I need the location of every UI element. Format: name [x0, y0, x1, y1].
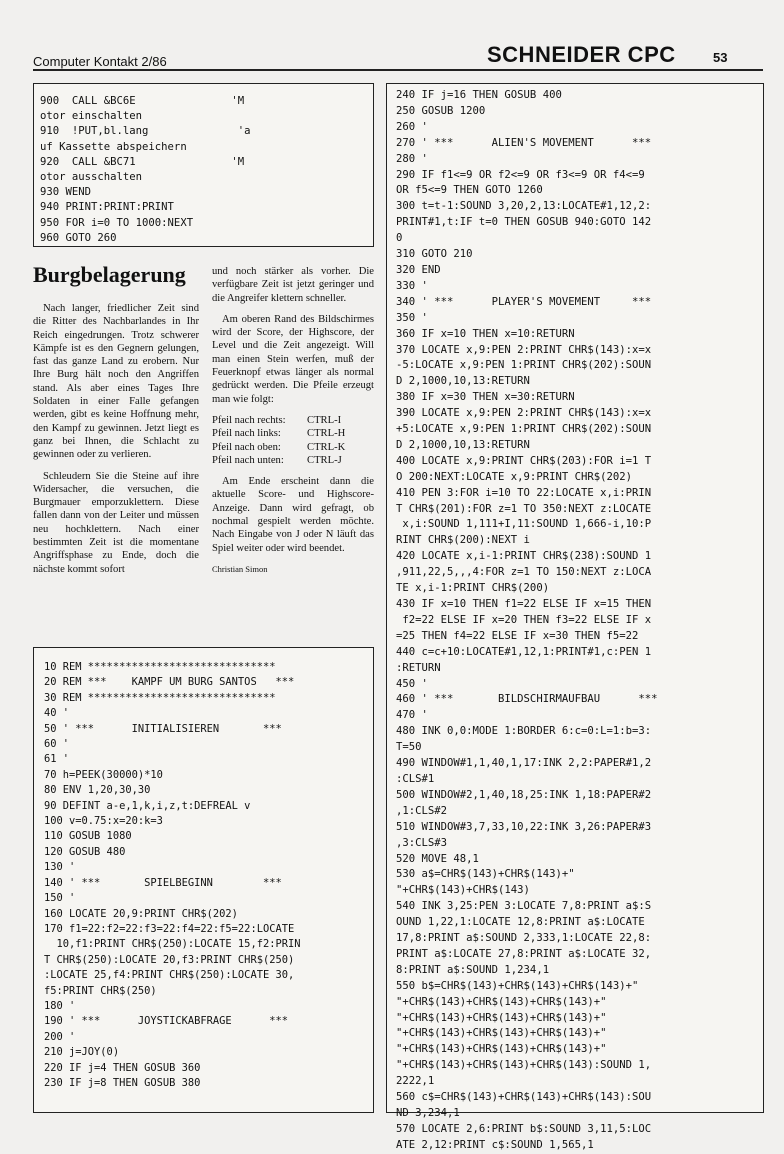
- code-line: 260 ': [396, 120, 428, 133]
- code-line: otor einschalten: [40, 110, 143, 123]
- code-line: 20 REM *** KAMPF UM BURG SANTOS ***: [44, 676, 295, 689]
- paragraph: Am Ende erscheint dann die aktuelle Score- und Highscore-Anzeige. Dann wird gefragt, ob nochmal gespielt werden möchte. Nach Eingabe von J oder N läuft das Spiel weiter oder wird beendet.: [212, 476, 374, 554]
- code-line: 50 ' *** INITIALISIEREN ***: [44, 722, 282, 735]
- key-combo: CTRL-H: [307, 428, 346, 440]
- code-line: 0: [396, 232, 403, 245]
- code-line: "+CHR$(143)+CHR$(143): [396, 884, 530, 897]
- code-line: T CHR$(201):FOR z=1 TO 350:NEXT z:LOCATE: [396, 502, 652, 515]
- code-line: 510 WINDOW#3,7,33,10,22:INK 3,26:PAPER#3: [396, 820, 652, 833]
- key-label: Pfeil nach unten:: [212, 454, 284, 466]
- code-line: 390 LOCATE x,9:PEN 2:PRINT CHR$(143):x=x: [396, 407, 652, 420]
- code-line: PRINT a$:LOCATE 27,8:PRINT a$:LOCATE 32,: [396, 947, 652, 960]
- code-line: 290 IF f1<=9 OR f2<=9 OR f3<=9 OR f4<=9: [396, 168, 645, 181]
- code-line: 140 ' *** SPIELBEGINN ***: [44, 876, 282, 889]
- code-line: TE x,i-1:PRINT CHR$(200): [396, 582, 550, 595]
- code-listing: [40, 94, 367, 246]
- code-listing: [44, 660, 363, 1091]
- code-line: otor ausschalten: [40, 171, 143, 184]
- code-line: 910 !PUT,bl.lang 'a: [40, 125, 251, 138]
- key-combo: CTRL-J: [307, 454, 342, 466]
- code-line: 220 IF j=4 THEN GOSUB 360: [44, 1061, 201, 1074]
- code-line: :LOCATE 25,f4:PRINT CHR$(250):LOCATE 30,: [44, 969, 295, 982]
- code-line: 150 ': [44, 892, 76, 905]
- code-line: 480 INK 0,0:MODE 1:BORDER 6:c=0:L=1:b=3:: [396, 725, 652, 738]
- article-column-1: [33, 302, 199, 584]
- code-line: 170 f1=22:f2=22:f3=22:f4=22:f5=22:LOCATE: [44, 922, 295, 935]
- key-row: [212, 414, 374, 427]
- code-line: :RETURN: [396, 661, 441, 674]
- code-line: T=50: [396, 741, 422, 754]
- code-line: ATE 2,12:PRINT c$:SOUND 1,565,1: [396, 1138, 594, 1151]
- code-line: T CHR$(250):LOCATE 20,f3:PRINT CHR$(250): [44, 953, 295, 966]
- code-line: 470 ': [396, 709, 428, 722]
- code-line: 340 ' *** PLAYER'S MOVEMENT ***: [396, 295, 652, 308]
- code-line: 100 v=0.75:x=20:k=3: [44, 815, 163, 828]
- code-line: 960 GOTO 260: [40, 231, 117, 244]
- code-line: 380 IF x=30 THEN x=30:RETURN: [396, 391, 575, 404]
- code-line: 160 LOCATE 20,9:PRINT CHR$(202): [44, 907, 238, 920]
- code-line: 30 REM ******************************: [44, 691, 276, 704]
- code-line: 410 PEN 3:FOR i=10 TO 22:LOCATE x,i:PRIN: [396, 486, 652, 499]
- code-line: 530 a$=CHR$(143)+CHR$(143)+": [396, 868, 575, 881]
- code-line: 570 LOCATE 2,6:PRINT b$:SOUND 3,11,5:LOC: [396, 1122, 652, 1135]
- code-line: 460 ' *** BILDSCHIRMAUFBAU ***: [396, 693, 658, 706]
- paragraph: Am oberen Rand des Bildschirmes wird der Score, der Highscore, der Level und die Zeit angezeigt. Will man einen Stein werfen, muß der Feuerknopf etwas länger als normal gedrückt werden. Die Pfeile erzeugt man wie folgt:: [212, 313, 374, 405]
- code-line: 10,f1:PRINT CHR$(250):LOCATE 15,f2:PRIN: [44, 938, 301, 951]
- code-line: 450 ': [396, 677, 428, 690]
- code-line: 500 WINDOW#2,1,40,18,25:INK 1,18:PAPER#2: [396, 788, 652, 801]
- article-title: Burgbelagerung: [33, 262, 186, 287]
- code-line: 560 c$=CHR$(143)+CHR$(143)+CHR$(143):SOU: [396, 1091, 652, 1104]
- paragraph: Nach langer, friedlicher Zeit sind die Ritter des Nachbarlandes in Ihr Reich eingedrungen. Trotz schwerer Kämpfe ist es den Gegnern gelungen, fast das ganze Land zu erobern. Nur Ihre Burg hält noch den Angriffen stand. Als aber eines Tages Ihre Soldaten in einer Falle gefangen werden, gibt es keine Hoffnung mehr, den Kampf zu gewinnen. Jetzt liegt es ganz bei Ihnen, die Schlacht zu gewinnen oder zu verlieren.: [33, 303, 199, 461]
- code-line: =25 THEN f4=22 ELSE IF x=30 THEN f5=22: [396, 629, 639, 642]
- code-line: uf Kassette abspeichern: [40, 140, 187, 153]
- code-line: 40 ': [44, 707, 70, 720]
- key-label: Pfeil nach oben:: [212, 441, 281, 453]
- code-line: "+CHR$(143)+CHR$(143)+CHR$(143)+": [396, 1043, 607, 1056]
- code-line: O 200:NEXT:LOCATE x,9:PRINT CHR$(202): [396, 470, 632, 483]
- code-line: 900 CALL &BC6E 'M: [40, 95, 245, 107]
- magazine-name: Computer Kontakt 2/86: [33, 54, 167, 69]
- key-combo: CTRL-I: [307, 414, 342, 426]
- code-line: 10 REM ******************************: [44, 661, 276, 673]
- code-line: 930 WEND: [40, 186, 92, 199]
- code-line: D 2,1000,10,13:RETURN: [396, 375, 530, 388]
- code-line: f2=22 ELSE IF x=20 THEN f3=22 ELSE IF x: [396, 613, 652, 626]
- code-line: 2222,1: [396, 1075, 435, 1088]
- code-line: ,911,22,5,,,4:FOR z=1 TO 150:NEXT z:LOCA: [396, 566, 652, 579]
- code-line: 490 WINDOW#1,1,40,1,17:INK 2,2:PAPER#1,2: [396, 757, 652, 770]
- code-line: 270 ' *** ALIEN'S MOVEMENT ***: [396, 136, 652, 149]
- code-line: :CLS#1: [396, 772, 435, 785]
- code-line: 240 IF j=16 THEN GOSUB 400: [396, 89, 562, 101]
- key-row: [212, 454, 374, 467]
- code-line: 80 ENV 1,20,30,30: [44, 784, 151, 797]
- code-line: "+CHR$(143)+CHR$(143)+CHR$(143)+": [396, 1027, 607, 1040]
- code-line: 8:PRINT a$:SOUND 1,234,1: [396, 963, 550, 976]
- code-line: 61 ': [44, 753, 70, 766]
- code-line: PRINT#1,t:IF t=0 THEN GOSUB 940:GOTO 142: [396, 216, 652, 229]
- code-line: 350 ': [396, 311, 428, 324]
- key-row: [212, 441, 374, 454]
- code-line: 330 ': [396, 279, 428, 292]
- code-line: 70 h=PEEK(30000)*10: [44, 768, 163, 781]
- code-line: 210 j=JOY(0): [44, 1046, 120, 1059]
- key-table: [212, 414, 374, 467]
- paragraph: Schleudern Sie die Steine auf ihre Widersacher, die versuchen, die Burgmauer emporzuklettern. Diese fallen dann von der Leiter und müssen neu hochklettern. Nach einer bestimmten Zeit ist die momentane Angriffsphase zu Ende, doch die nächste kommt sofort: [33, 470, 199, 575]
- code-line: 200 ': [44, 1030, 76, 1043]
- code-line: 130 ': [44, 861, 76, 874]
- code-line: x,i:SOUND 1,111+I,11:SOUND 1,666-i,10:P: [396, 518, 652, 531]
- code-line: 110 GOSUB 1080: [44, 830, 132, 843]
- code-line: "+CHR$(143)+CHR$(143)+CHR$(143)+": [396, 995, 607, 1008]
- code-line: ND 3,234,1: [396, 1107, 460, 1119]
- code-line: -5:LOCATE x,9:PEN 1:PRINT CHR$(202):SOUN: [396, 359, 652, 372]
- key-row: [212, 427, 374, 440]
- code-line: 420 LOCATE x,i-1:PRINT CHR$(238):SOUND 1: [396, 550, 652, 563]
- code-line: OR f5<=9 THEN GOTO 1260: [396, 184, 543, 197]
- code-line: 280 ': [396, 152, 428, 165]
- header-rule: [33, 69, 763, 71]
- code-line: 230 IF j=8 THEN GOSUB 380: [44, 1076, 201, 1089]
- code-line: 320 END: [396, 263, 441, 276]
- code-line: +5:LOCATE x,9:PEN 1:PRINT CHR$(202):SOUN: [396, 423, 652, 436]
- code-line: D 2,1000,10,13:RETURN: [396, 438, 530, 451]
- code-line: 520 MOVE 48,1: [396, 852, 479, 865]
- code-line: 550 b$=CHR$(143)+CHR$(143)+CHR$(143)+": [396, 979, 639, 992]
- listing-box-top: [33, 83, 374, 247]
- code-line: 950 FOR i=0 TO 1000:NEXT: [40, 216, 194, 229]
- code-line: "+CHR$(143)+CHR$(143)+CHR$(143)+": [396, 1011, 607, 1024]
- code-line: 180 ': [44, 999, 76, 1012]
- code-line: 440 c=c+10:LOCATE#1,12,1:PRINT#1,c:PEN 1: [396, 645, 652, 658]
- author: Christian Simon: [212, 563, 268, 574]
- article-column-2: [212, 265, 374, 576]
- code-line: 310 GOTO 210: [396, 248, 473, 261]
- code-line: 90 DEFINT a-e,1,k,i,z,t:DEFREAL v: [44, 799, 251, 812]
- code-line: OUND 1,22,1:LOCATE 12,8:PRINT a$:LOCATE: [396, 916, 645, 929]
- code-line: 300 t=t-1:SOUND 3,20,2,13:LOCATE#1,12,2:: [396, 200, 652, 213]
- code-line: "+CHR$(143)+CHR$(143)+CHR$(143):SOUND 1,: [396, 1059, 652, 1072]
- code-line: 60 ': [44, 738, 70, 751]
- code-line: 190 ' *** JOYSTICKABFRAGE ***: [44, 1015, 288, 1028]
- code-line: 360 IF x=10 THEN x=10:RETURN: [396, 327, 575, 340]
- code-line: 400 LOCATE x,9:PRINT CHR$(203):FOR i=1 T: [396, 454, 652, 467]
- code-line: 370 LOCATE x,9:PEN 2:PRINT CHR$(143):x=x: [396, 343, 652, 356]
- code-line: 920 CALL &BC71 'M: [40, 155, 245, 168]
- key-label: Pfeil nach links:: [212, 428, 281, 440]
- code-line: f5:PRINT CHR$(250): [44, 984, 157, 997]
- code-line: 430 IF x=10 THEN f1=22 ELSE IF x=15 THEN: [396, 598, 652, 610]
- code-listing: [396, 88, 754, 1154]
- listing-box-bottom: [33, 647, 374, 1113]
- paragraph: und noch stärker als vorher. Die verfügbare Zeit ist jetzt geringer und die Angreifer klettern schneller.: [212, 266, 374, 304]
- code-line: 540 INK 3,25:PEN 3:LOCATE 7,8:PRINT a$:S: [396, 900, 652, 913]
- listing-box-right: [386, 83, 764, 1151]
- code-line: ,1:CLS#2: [396, 804, 448, 817]
- code-line: 17,8:PRINT a$:SOUND 2,333,1:LOCATE 22,8:: [396, 932, 652, 945]
- key-label: Pfeil nach rechts:: [212, 414, 286, 426]
- code-line: 250 GOSUB 1200: [396, 104, 486, 117]
- code-line: 120 GOSUB 480: [44, 845, 126, 858]
- page-number: 53: [713, 50, 728, 65]
- code-line: ,3:CLS#3: [396, 836, 448, 849]
- code-line: 940 PRINT:PRINT:PRINT: [40, 201, 174, 214]
- section-title: SCHNEIDER CPC: [487, 42, 676, 67]
- code-line: RINT CHR$(200):NEXT i: [396, 534, 530, 547]
- key-combo: CTRL-K: [307, 441, 346, 453]
